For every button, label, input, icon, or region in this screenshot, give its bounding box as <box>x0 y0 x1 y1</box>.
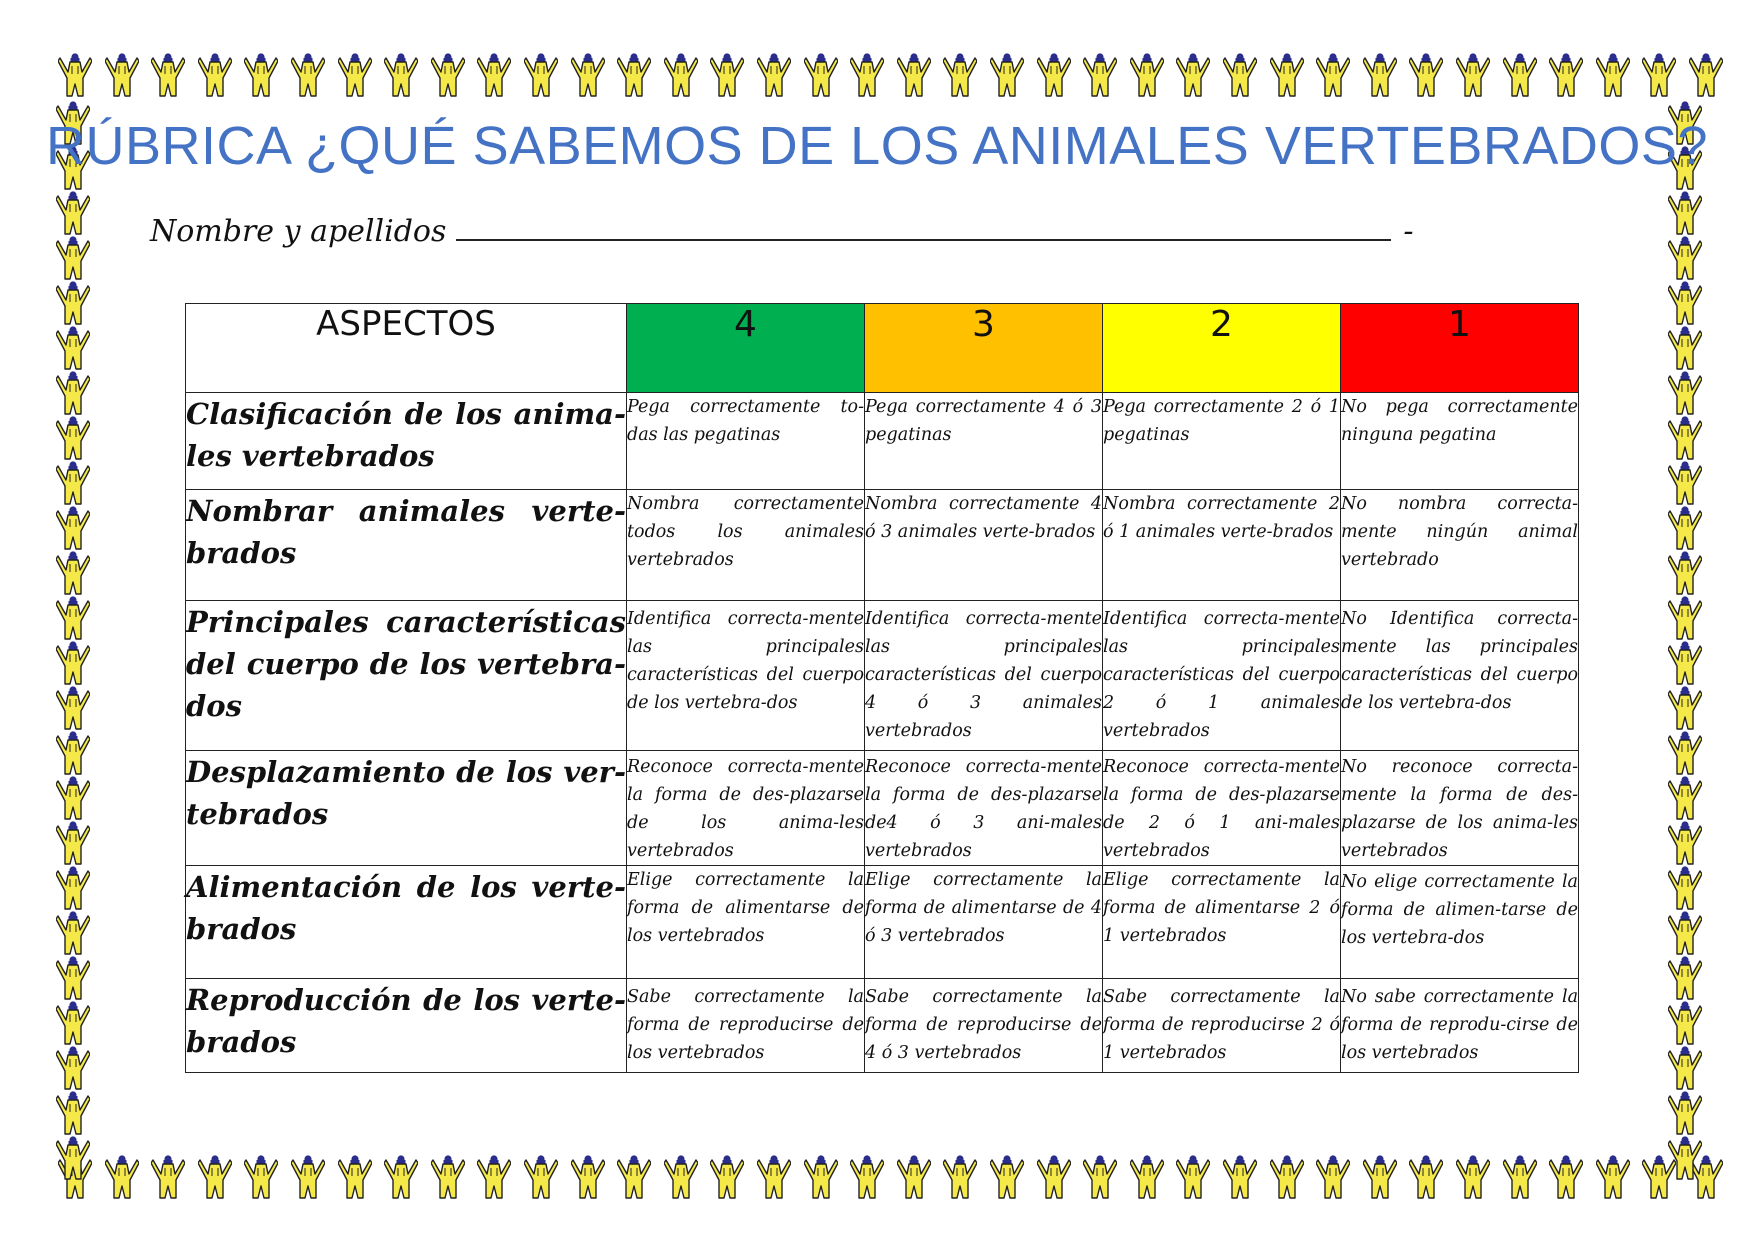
criterion-cell: Pega correctamente to-das las pegatinas <box>627 393 865 490</box>
aspect-cell: Nombrar animales verte-brados <box>186 490 627 601</box>
criterion-cell: No elige correctamente la forma de alimen-tarse de los vertebra-dos <box>1341 866 1579 979</box>
criterion-cell: Nombra correctamente todos los animales vertebrados <box>627 490 865 601</box>
score-header-4: 4 <box>627 304 865 393</box>
rubric-row <box>186 866 1579 979</box>
criterion-cell: Reconoce correcta-mente la forma de des-plazarse de los anima-les vertebrados <box>627 751 865 866</box>
criterion-cell: Pega correctamente 2 ó 1 pegatinas <box>1103 393 1341 490</box>
top-border <box>0 48 1754 108</box>
criterion-cell: Identifica correcta-mente las principales características del cuerpo 4 ó 3 animales vertebrados <box>865 601 1103 751</box>
criterion-cell: No reconoce correcta-mente la forma de des-plazarse de los anima-les vertebrados <box>1341 751 1579 866</box>
criterion-cell: Identifica correcta-mente las principales características del cuerpo de los vertebra-dos <box>627 601 865 751</box>
score-header-3: 3 <box>865 304 1103 393</box>
criterion-cell: Identifica correcta-mente las principales características del cuerpo 2 ó 1 animales vertebrados <box>1103 601 1341 751</box>
name-trailing: - <box>1403 214 1414 249</box>
bottom-border <box>0 1150 1754 1210</box>
aspect-cell: Alimentación de los verte-brados <box>186 866 627 979</box>
criterion-cell: Pega correctamente 4 ó 3 pegatinas <box>865 393 1103 490</box>
score-header-1: 1 <box>1341 304 1579 393</box>
criterion-cell: Elige correctamente la forma de alimentarse de los vertebrados <box>627 866 865 979</box>
criterion-cell: Sabe correctamente la forma de reproducirse 2 ó 1 vertebrados <box>1103 979 1341 1073</box>
name-field <box>150 214 1414 249</box>
rubric-row <box>186 751 1579 866</box>
rubric-row <box>186 601 1579 751</box>
criterion-cell: Nombra correctamente 4 ó 3 animales verte-brados <box>865 490 1103 601</box>
aspects-header: ASPECTOS <box>186 304 627 393</box>
rubric-row <box>186 979 1579 1073</box>
page-title: RÚBRICA ¿QUÉ SABEMOS DE LOS ANIMALES VERTEBRADOS? <box>46 116 1708 176</box>
rubric-table <box>185 303 1579 1073</box>
criterion-cell: Sabe correctamente la forma de reproducirse de 4 ó 3 vertebrados <box>865 979 1103 1073</box>
score-header-2: 2 <box>1103 304 1341 393</box>
name-blank-line <box>456 217 1391 241</box>
criterion-cell: Reconoce correcta-mente la forma de des-plazarse de4 ó 3 ani-males vertebrados <box>865 751 1103 866</box>
criterion-cell: Reconoce correcta-mente la forma de des-plazarse de 2 ó 1 ani-males vertebrados <box>1103 751 1341 866</box>
rubric-header-row <box>186 304 1579 393</box>
criterion-cell: Nombra correctamente 2 ó 1 animales verte-brados <box>1103 490 1341 601</box>
criterion-cell: Sabe correctamente la forma de reproducirse de los vertebrados <box>627 979 865 1073</box>
rubric-row <box>186 393 1579 490</box>
aspect-cell: Reproducción de los verte-brados <box>186 979 627 1073</box>
criterion-cell: Elige correctamente la forma de alimentarse de 4 ó 3 vertebrados <box>865 866 1103 979</box>
criterion-cell: Elige correctamente la forma de alimentarse 2 ó 1 vertebrados <box>1103 866 1341 979</box>
criterion-cell: No Identifica correcta-mente las principales características del cuerpo de los vertebra-dos <box>1341 601 1579 751</box>
name-label: Nombre y apellidos <box>150 214 447 249</box>
criterion-cell: No sabe correctamente la forma de reprodu-cirse de los vertebrados <box>1341 979 1579 1073</box>
criterion-cell: No nombra correcta-mente ningún animal vertebrado <box>1341 490 1579 601</box>
left-border <box>52 0 112 1240</box>
aspect-cell: Principales características del cuerpo de los vertebra-dos <box>186 601 627 751</box>
aspect-cell: Clasificación de los anima-les vertebrados <box>186 393 627 490</box>
rubric-row <box>186 490 1579 601</box>
right-border <box>1664 0 1724 1240</box>
criterion-cell: No pega correctamente ninguna pegatina <box>1341 393 1579 490</box>
aspect-cell: Desplazamiento de los ver-tebrados <box>186 751 627 866</box>
